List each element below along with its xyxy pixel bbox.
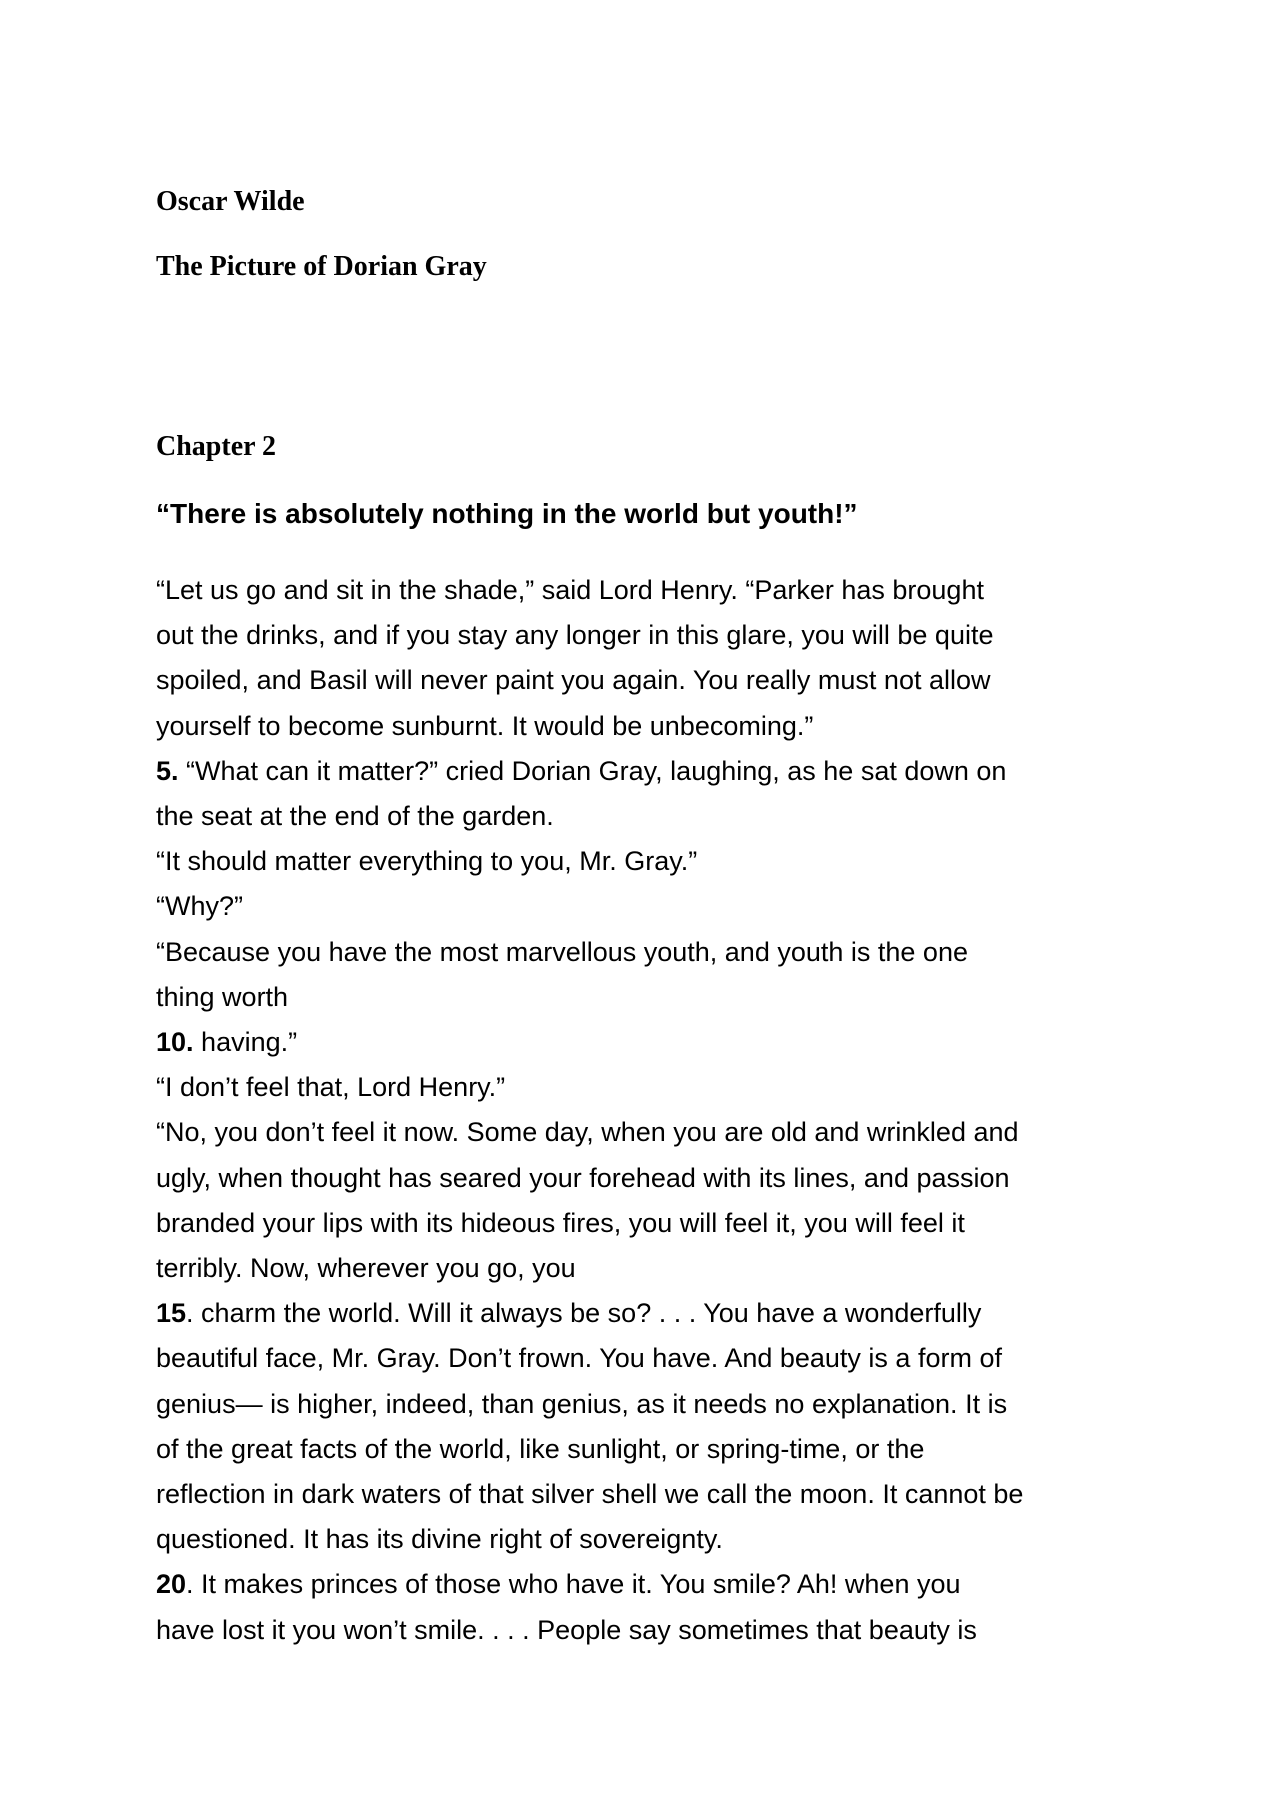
text-line <box>156 930 1156 975</box>
line-text: “Why?” <box>156 891 243 922</box>
line-text: questioned. It has its divine right of sovereignty. <box>156 1524 723 1555</box>
text-line <box>156 884 1156 929</box>
line-text: ugly, when thought has seared your forehead with its lines, and passion <box>156 1162 1010 1193</box>
text-line <box>156 1156 1156 1201</box>
line-text: reflection in dark waters of that silver shell we call the moon. It cannot be <box>156 1479 1024 1510</box>
text-line <box>156 975 1156 1020</box>
line-text: spoiled, and Basil will never paint you again. You really must not allow <box>156 665 991 696</box>
text-line <box>156 1427 1156 1472</box>
line-text: thing worth <box>156 981 289 1012</box>
line-text: genius— is higher, indeed, than genius, as it needs no explanation. It is <box>156 1388 1008 1419</box>
text-line <box>156 1517 1156 1562</box>
text-line <box>156 839 1156 884</box>
text-line <box>156 1246 1156 1291</box>
text-line <box>156 749 1156 794</box>
text-line <box>156 1336 1156 1381</box>
line-text: out the drinks, and if you stay any longer in this glare, you will be quite <box>156 620 994 651</box>
text-line <box>156 568 1156 613</box>
text-line <box>156 794 1156 839</box>
text-line <box>156 1562 1156 1607</box>
text-line <box>156 1065 1156 1110</box>
chapter-subtitle: “There is absolutely nothing in the world but youth!” <box>156 498 858 529</box>
text-line <box>156 1201 1156 1246</box>
text-line <box>156 1472 1156 1517</box>
line-text: “What can it matter?” cried Dorian Gray, laughing, as he sat down on <box>178 755 1007 786</box>
line-text: yourself to become sunburnt. It would be unbecoming.” <box>156 710 814 741</box>
line-text: “No, you don’t feel it now. Some day, when you are old and wrinkled and <box>156 1117 1019 1148</box>
text-line <box>156 1382 1156 1427</box>
line-text: “Because you have the most marvellous youth, and youth is the one <box>156 936 968 967</box>
line-number: 5. <box>156 755 179 786</box>
line-text: the seat at the end of the garden. <box>156 801 554 832</box>
text-line <box>156 1291 1156 1336</box>
text-line <box>156 1020 1156 1065</box>
line-number: 15 <box>156 1298 187 1329</box>
text-line <box>156 1110 1156 1155</box>
line-text: have lost it you won’t smile. . . . People say sometimes that beauty is <box>156 1614 977 1645</box>
line-number: 10. <box>156 1027 194 1058</box>
line-text: terribly. Now, wherever you go, you <box>156 1253 576 1284</box>
line-text: having.” <box>193 1027 298 1058</box>
chapter-heading: Chapter 2 <box>156 431 277 462</box>
line-text: . charm the world. Will it always be so? . . . You have a wonderfully <box>186 1298 982 1329</box>
text-line <box>156 613 1156 658</box>
book-title: The Picture of Dorian Gray <box>156 251 487 282</box>
author-name: Oscar Wilde <box>156 186 305 217</box>
line-text: of the great facts of the world, like sunlight, or spring-time, or the <box>156 1433 925 1464</box>
line-text: . It makes princes of those who have it. You smile? Ah! when you <box>186 1569 961 1600</box>
body-text <box>156 568 1156 1653</box>
text-line <box>156 658 1156 703</box>
line-text: branded your lips with its hideous fires, you will feel it, you will feel it <box>156 1207 965 1238</box>
line-number: 20 <box>156 1569 187 1600</box>
text-line <box>156 704 1156 749</box>
line-text: beautiful face, Mr. Gray. Don’t frown. You have. And beauty is a form of <box>156 1343 1002 1374</box>
line-text: “Let us go and sit in the shade,” said Lord Henry. “Parker has brought <box>156 575 984 605</box>
line-text: “I don’t feel that, Lord Henry.” <box>156 1072 506 1103</box>
line-text: “It should matter everything to you, Mr. Gray.” <box>156 846 698 877</box>
text-line <box>156 1608 1156 1653</box>
